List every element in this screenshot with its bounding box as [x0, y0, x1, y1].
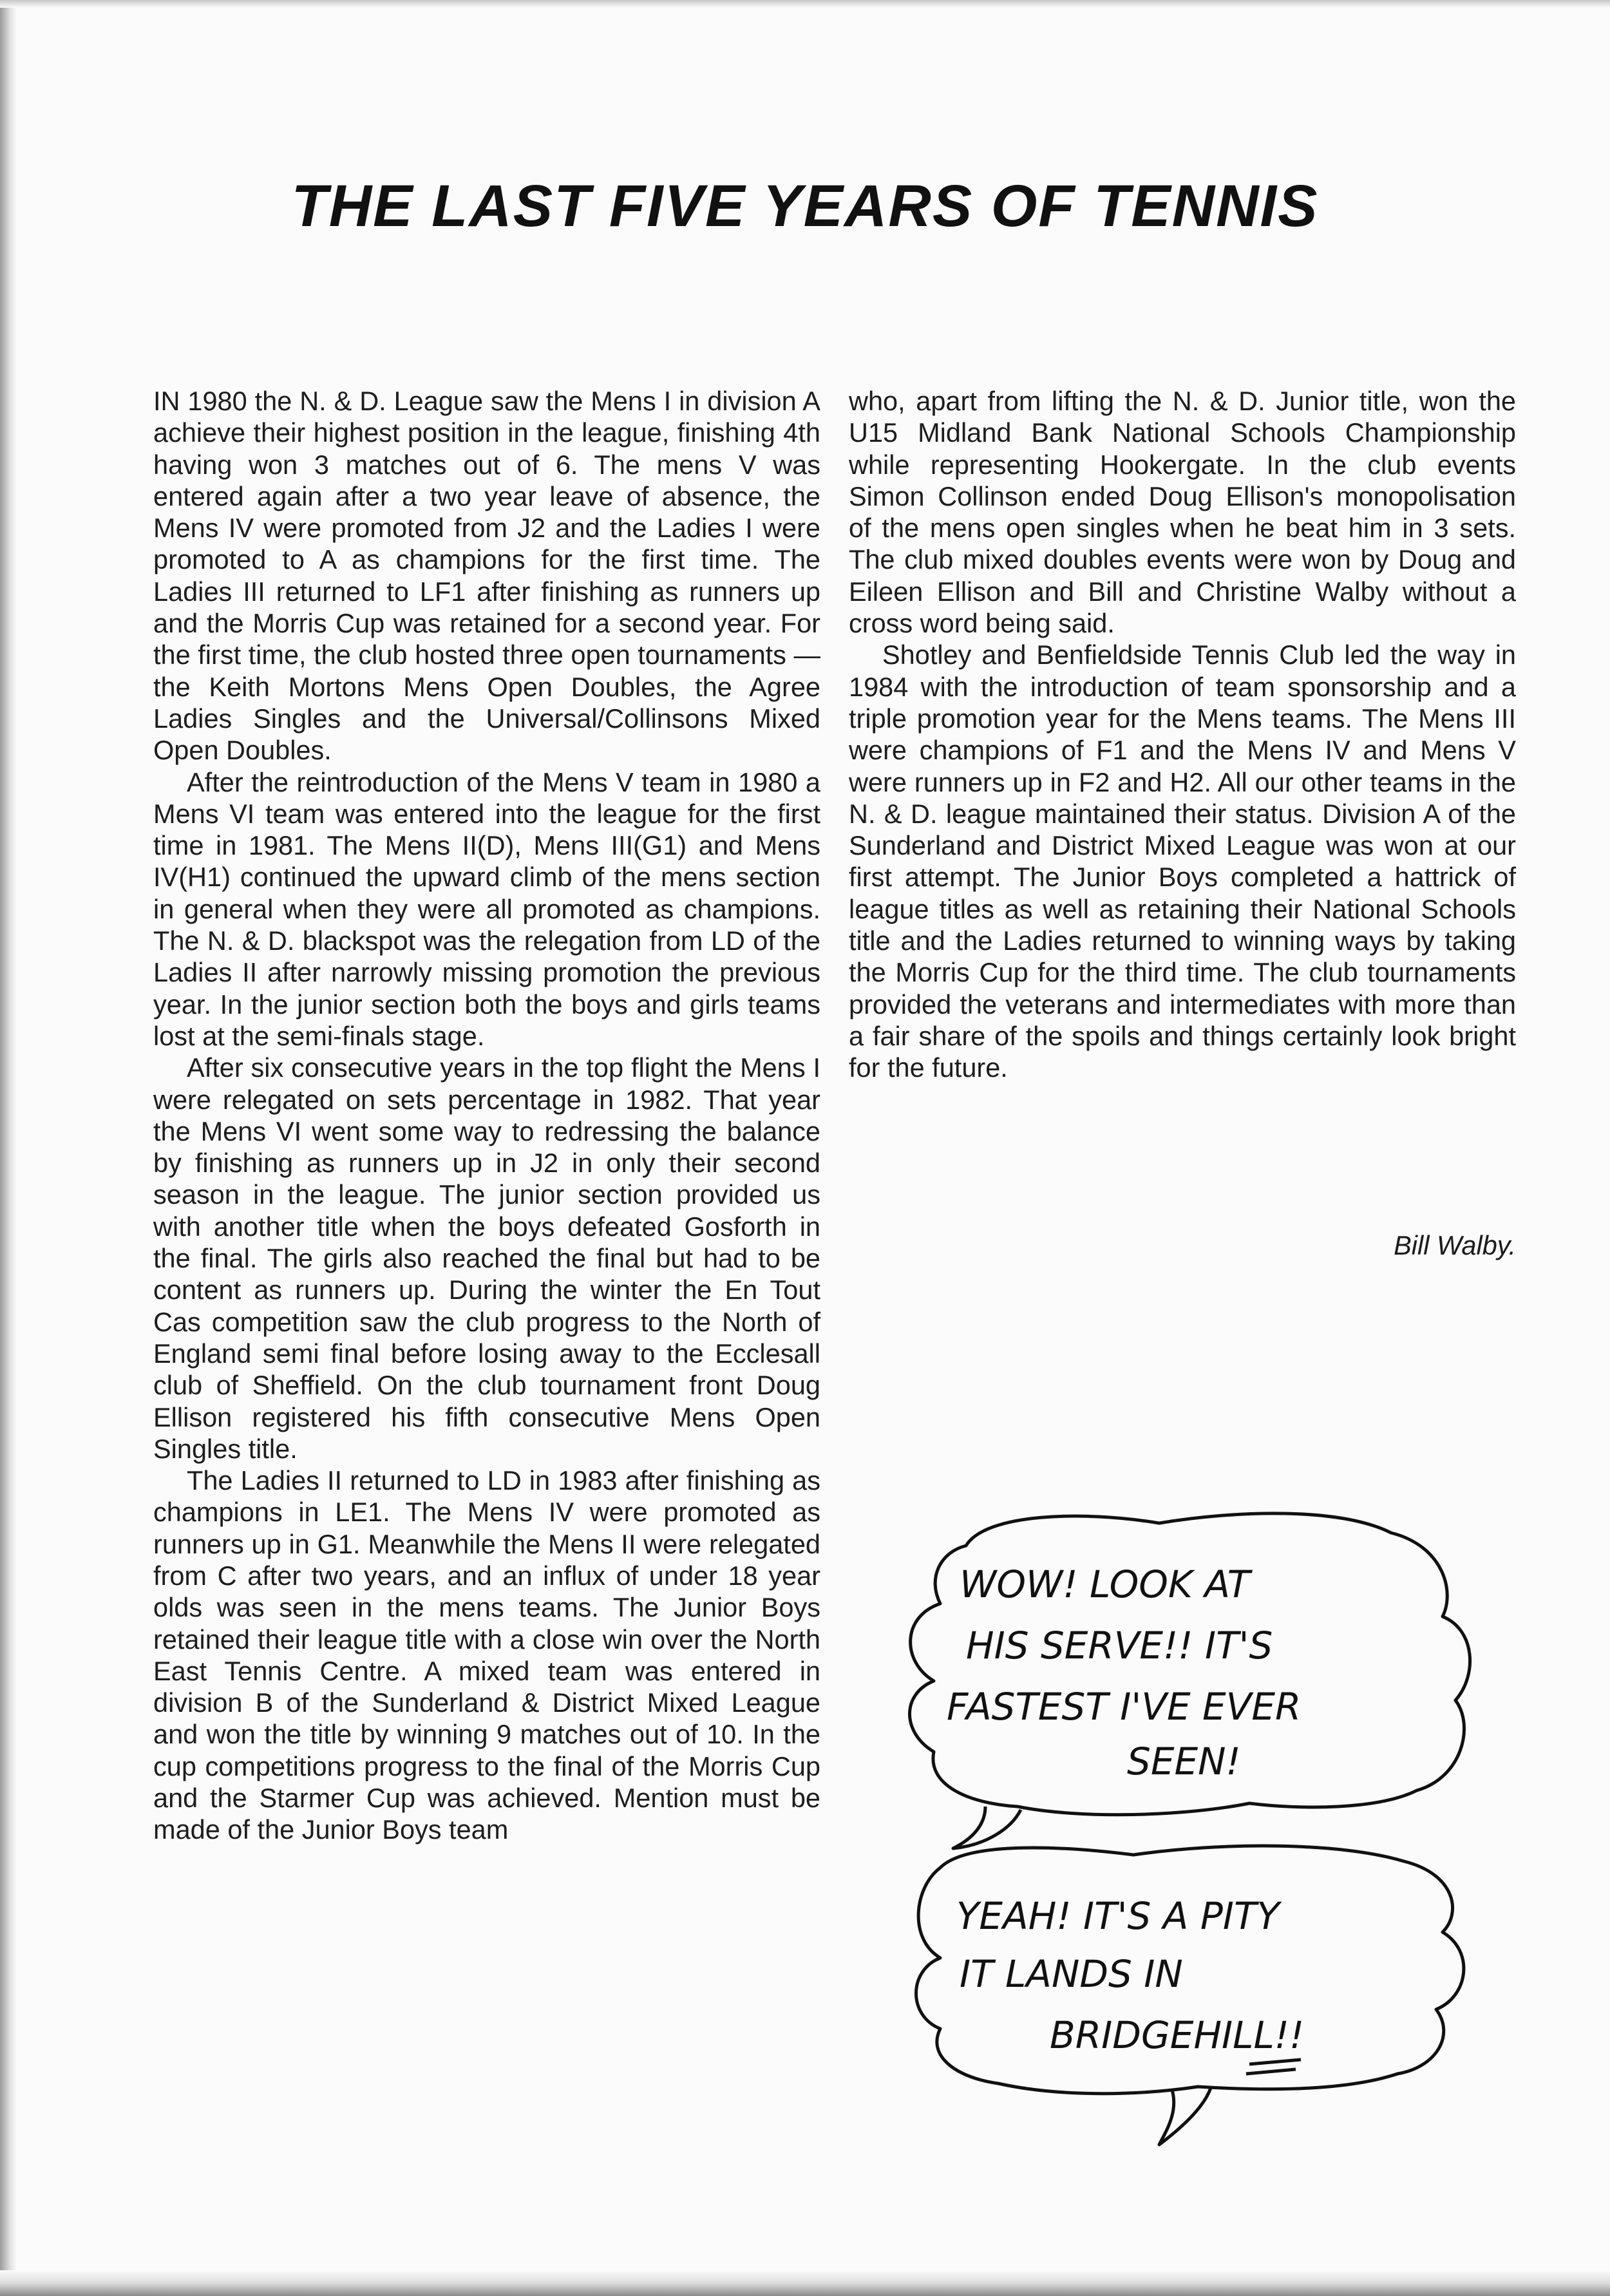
page-title: THE LAST FIVE YEARS OF TENNIS: [291, 173, 1319, 239]
paragraph-1980: IN 1980 the N. & D. League saw the Mens I in division A achieve their highest position in the league, finishing 4th having won 3 matches out of 6. The mens V was entered again after a two year leave of absence, the Mens IV were promoted from J2 and the Ladies I were promoted to A as champions for the first time. The Ladies III returned to LF1 after finishing as runners up and the Morris Cup was retained for a second year. For the first time, the club hosted three open tournaments — the Keith Mortons Mens Open Doubles, the Agree Ladies Singles and the Universal/Collinsons Mixed Open Doubles.: [153, 386, 820, 766]
paragraph-1983: The Ladies II returned to LD in 1983 after finishing as champions in LE1. The Mens IV were promoted as runners up in G1. Meanwhile the Mens II were relegated from C after two years, and an influx of under 18 year olds was seen in the mens teams. The Junior Boys retained their league title with a close win over the North East Tennis Centre. A mixed team was entered in division B of the Sunderland & District Mixed League and won the title by winning 9 matches out of 10. In the cup competitions progress to the final of the Morris Cup and the Starmer Cup was achieved. Mention must be made of the Junior Boys team: [153, 1465, 820, 1845]
paragraph-1984: Shotley and Benfieldside Tennis Club led the way in 1984 with the introduction of team sponsorship and a triple promotion year for the Mens teams. The Mens III were champions of F1 and the Mens IV and Mens V were runners up in F2 and H2. All our other teams in the N. & D. league maintained their status. Division A of the Sunderland and District Mixed League was won at our first attempt. The Junior Boys completed a hattrick of league titles as well as retaining their National Schools title and the Ladies returned to winning ways by taking the Morris Cup for the third time. The club tournaments provided the veterans and intermediates with more than a fair share of the spoils and things certainly look bright for the future.: [849, 640, 1516, 1083]
paragraph-1982: After six consecutive years in the top flight the Mens I were relegated on sets percentage in 1982. That year the Mens VI went some way to redressing the balance by finishing as runners up in J2 in only their second season in the league. The junior section provided us with another title when the boys defeated Gosforth in the final. The girls also reached the final but had to be content as runners up. During the winter the En Tout Cas competition saw the club progress to the North of England semi final before losing away to the Ecclesall club of Sheffield. On the club tournament front Doug Ellison registered his fifth consecutive Mens Open Singles title.: [153, 1052, 820, 1464]
underline-stroke: [1246, 2060, 1301, 2074]
article-right-column: [849, 385, 1516, 1084]
bubble-2-line-1: YEAH! IT'S A PITY: [956, 1894, 1280, 1938]
bubble-1-line-2: HIS SERVE!! IT'S: [966, 1624, 1273, 1667]
article-left-column: [153, 385, 820, 1846]
bubble-1-line-4: SEEN!: [1127, 1740, 1241, 1783]
bubble-1-line-3: FASTEST I'VE EVER: [947, 1685, 1302, 1729]
cartoon-speech-bubbles: [889, 1507, 1481, 2151]
paragraph-1981: After the reintroduction of the Mens V team in 1980 a Mens VI team was entered into the league for the first time in 1981. The Mens II(D), Mens III(G1) and Mens IV(H1) continued the upward climb of the mens section in general when they were all promoted as champions. The N. & D. blackspot was the relegation from LD of the Ladies II after narrowly missing promotion the previous year. In the junior section both the boys and girls teams lost at the semi-finals stage.: [153, 766, 820, 1051]
bubble-1-line-1: WOW! LOOK AT: [960, 1562, 1251, 1606]
bubble-2-line-3: BRIDGEHILL!!: [1050, 2013, 1305, 2057]
paragraph-1983-continued: who, apart from lifting the N. & D. Junior title, won the U15 Midland Bank National Schools Championship while representing Hookergate. In the club events Simon Collinson ended Doug Ellison's monopolisation of the mens open singles when he beat him in 3 sets. The club mixed doubles events were won by Doug and Eileen Ellison and Bill and Christine Walby without a cross word being said.: [849, 386, 1516, 639]
page-edge-shadow: [0, 0, 17, 2296]
bubble-2-line-2: IT LANDS IN: [960, 1952, 1183, 1996]
page-top-edge: [0, 0, 1610, 8]
author-signature: Bill Walby.: [1394, 1230, 1516, 1260]
page-bottom-edge: [0, 2270, 1610, 2296]
